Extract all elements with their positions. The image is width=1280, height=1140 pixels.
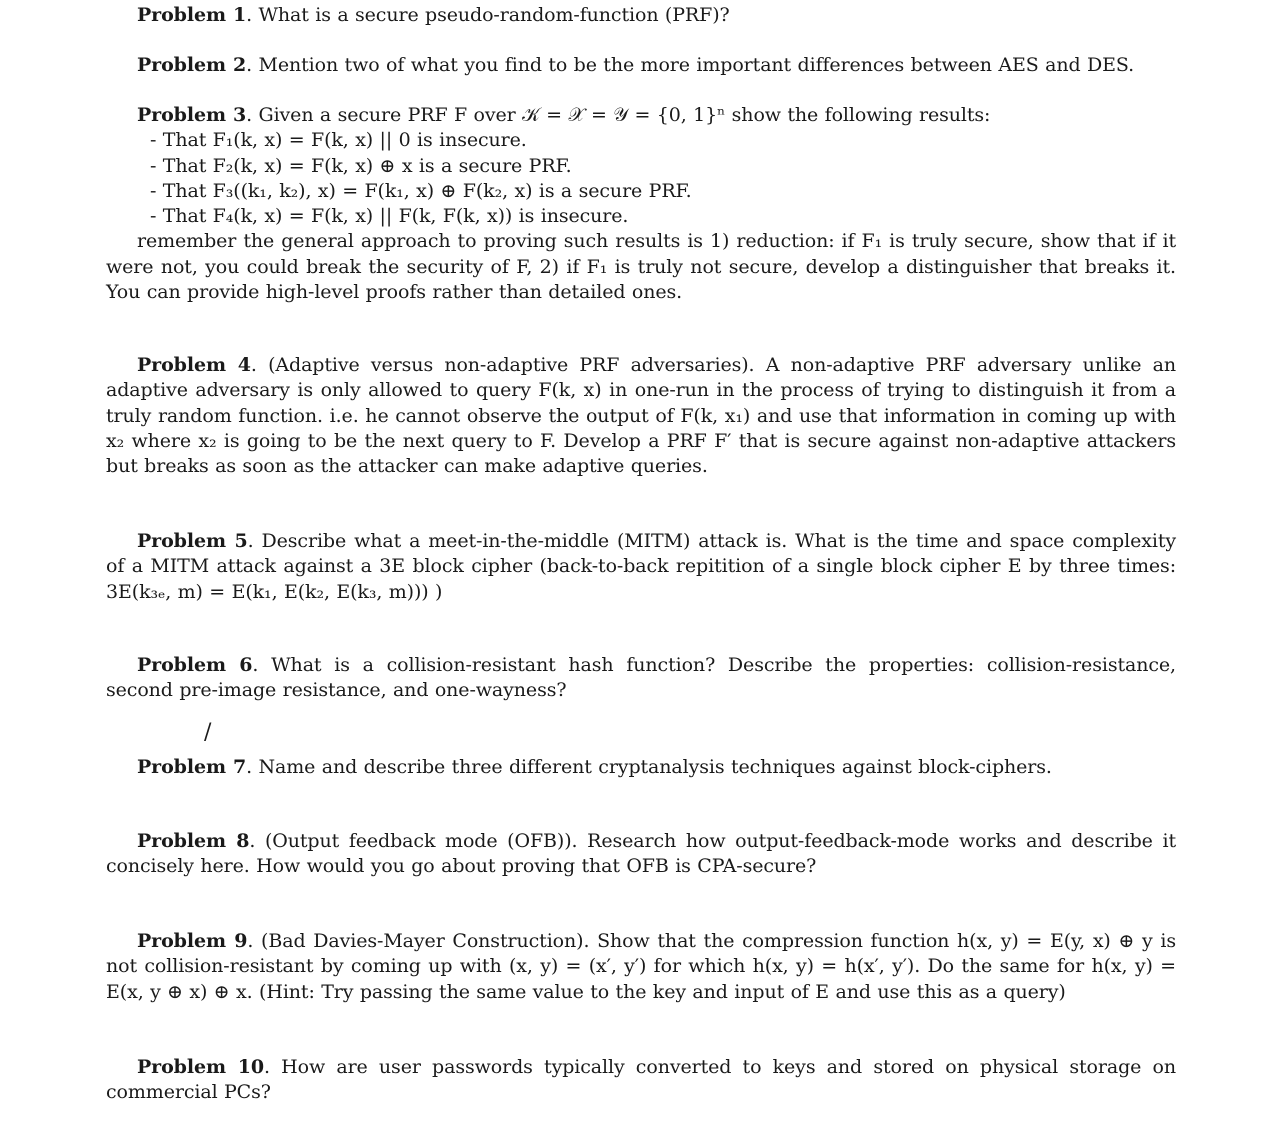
problem-text: . What is a collision-resistant hash function? Describe the properties: collision-resistance, second pre-image resistance, and one-wayness? (106, 654, 1176, 702)
problem-label: Problem 3 (137, 104, 247, 126)
problem-text: . (Output feedback mode (OFB)). Research how output-feedback-mode works and describe it concisely here. How would you go about proving that OFB is CPA-secure? (106, 830, 1176, 878)
problem-7 (106, 755, 1176, 780)
problem-closing: remember the general approach to proving such results is 1) reduction: if F₁ is truly secure, show that if it were not, you could break the security of F, 2) if F₁ is truly not secure, develop a distinguisher that breaks it. You can provide high-level proofs rather than detailed ones. (106, 230, 1176, 304)
problem-6 (106, 653, 1176, 704)
problem-text: . (Adaptive versus non-adaptive PRF adversaries). A non-adaptive PRF adversary unlike an adaptive adversary is only allowed to query F(k, x) in one-run in the process of trying to distinguish it from a truly random function. i.e. he cannot observe the output of F(k, x₁) and use that information in coming up with x₂ where x₂ is going to be the next query to F. Develop a PRF F′ that is secure against non-adaptive attackers but breaks as soon as the attacker can make adaptive queries. (106, 354, 1176, 478)
problem-text: . (Bad Davies-Mayer Construction). Show that the compression function h(x, y) = E(y, x) ⊕ y is not collision-resistant by coming up with (x, y) = (x′, y′) for which h(x, y) = h(x′, y′). Do the same for h(x, y) = E(x, y ⊕ x) ⊕ x. (Hint: Try passing the same value to the key and input of E and use this as a query) (106, 930, 1176, 1003)
problem-9 (106, 929, 1176, 1005)
problem-label: Problem 5 (137, 530, 248, 552)
problem-label: Problem 6 (137, 654, 253, 676)
problem-label: Problem 10 (137, 1056, 264, 1078)
problem-1 (106, 3, 1176, 28)
problem-item: - That F₃((k₁, k₂), x) = F(k₁, x) ⊕ F(k₂, x) is a secure PRF. (150, 179, 692, 202)
problem-intro: . Given a secure PRF F over 𝒦 = 𝒳 = 𝒴 = {0, 1}ⁿ show the following results: (246, 104, 991, 126)
problem-label: Problem 1 (137, 4, 247, 26)
problem-label: Problem 9 (137, 930, 248, 952)
problem-label: Problem 2 (137, 54, 247, 76)
problem-4 (106, 353, 1176, 479)
problem-text: . Describe what a meet-in-the-middle (MITM) attack is. What is the time and space complexity of a MITM attack against a 3E block cipher (back-to-back repitition of a single block cipher E by three times: 3E(k₃ₑ, m) = E(k₁, E(k₂, E(k₃, m))) ) (106, 530, 1176, 603)
problem-text: . What is a secure pseudo-random-function (PRF)? (246, 4, 730, 26)
problem-label: Problem 8 (137, 830, 250, 852)
problem-10 (106, 1055, 1176, 1106)
problem-2 (106, 53, 1176, 78)
problem-item: - That F₂(k, x) = F(k, x) ⊕ x is a secure PRF. (150, 154, 572, 177)
problem-8 (106, 829, 1176, 880)
problem-label: Problem 7 (137, 756, 247, 778)
problem-text: . Name and describe three different cryptanalysis techniques against block-ciphers. (246, 756, 1052, 778)
problem-label: Problem 4 (137, 354, 251, 376)
problem-text: . Mention two of what you find to be the more important differences between AES and DES. (246, 54, 1135, 76)
problem-item: - That F₄(k, x) = F(k, x) || F(k, F(k, x)) is insecure. (150, 205, 629, 228)
problem-item: - That F₁(k, x) = F(k, x) || 0 is insecure. (150, 129, 527, 152)
problem-text: . How are user passwords typically converted to keys and stored on physical storage on commercial PCs? (106, 1056, 1176, 1104)
problem-3 (106, 103, 1176, 305)
margin-mark: / (204, 720, 212, 745)
problem-5 (106, 529, 1176, 605)
